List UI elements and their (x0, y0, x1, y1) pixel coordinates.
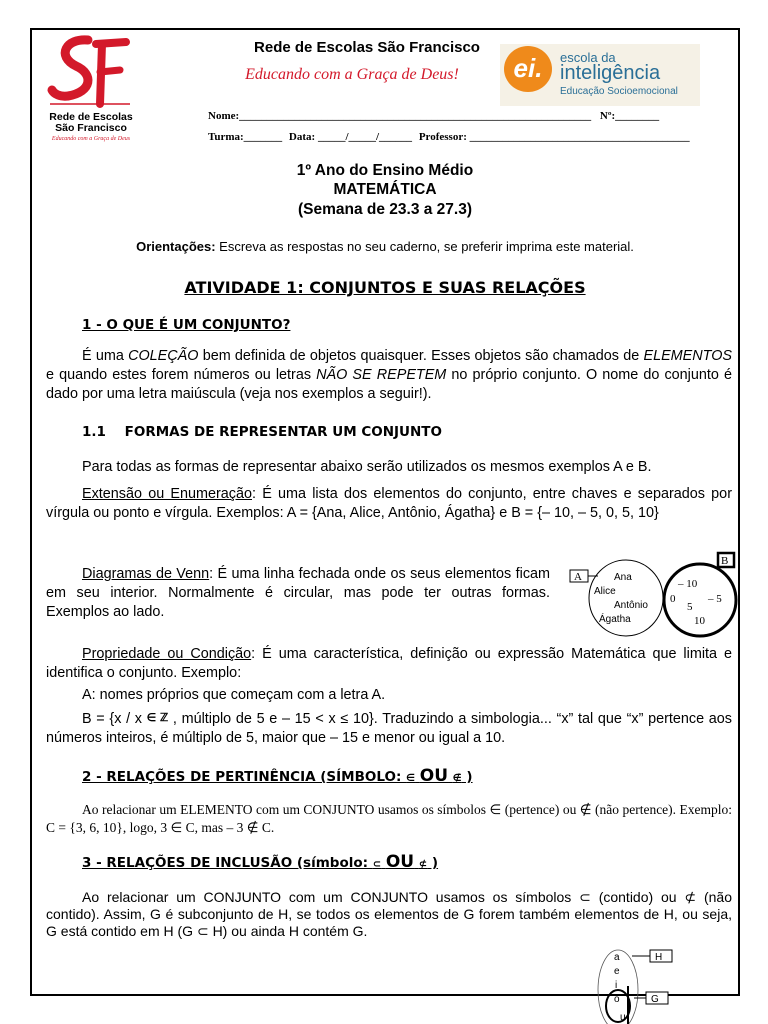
venn-hg-item: i (615, 980, 618, 991)
or-label: OU (419, 766, 449, 786)
partner-line2: inteligência (560, 62, 661, 84)
sf-logo-icon (46, 34, 136, 112)
orientation-text: Escreva as respostas no seu caderno, se preferir imprima este material. (215, 239, 634, 254)
orientation (32, 239, 738, 254)
venn-b-item: 10 (694, 615, 705, 627)
name-field[interactable]: ________________________________________________________________ (239, 110, 592, 122)
venn-hg-item: o (614, 994, 620, 1005)
section11-intro: Para todas as formas de representar abaixo serão utilizados os mesmos exemplos A e B. (82, 459, 652, 475)
venn-hg-item: e (614, 966, 620, 977)
not-belongs-symbol: ∉ (452, 773, 462, 784)
orientation-label: Orientações: (136, 239, 216, 254)
section2-heading-end: ) (461, 769, 473, 785)
partner-mark: ei. (504, 46, 552, 92)
section3-heading-end: ) (427, 855, 439, 871)
s1-text-c: bem definida de objetos quaisquer. Esses objetos são chamados de (198, 348, 644, 364)
logo-caption-line2: São Francisco (55, 122, 127, 134)
subset-symbol: ⊂ (372, 859, 382, 870)
s1-text-e: e quando estes forem números ou letras (46, 367, 317, 383)
extension-label: Extensão ou Enumeração (82, 486, 252, 502)
section3-paragraph: Ao relacionar um CONJUNTO com um CONJUNTO usamos os símbolos ⊂ (contido) ou ⊄ (não contido). Assim, G é subconjunto de H, se todos os elementos de G forem também elementos de H, ou seja, G está contido em H (G ⊂ H) ou ainda H contém G. (46, 889, 732, 939)
class-field[interactable]: _______ (243, 131, 283, 143)
title-line1: 1º Ano do Ensino Médio (296, 162, 474, 179)
property-paragraph (46, 645, 732, 683)
section3-heading-text: 3 - RELAÇÕES DE INCLUSÃO (símbolo: (82, 855, 373, 871)
section1-paragraph (46, 347, 732, 404)
property-label: Propriedade ou Condição (82, 646, 252, 662)
activity-title-text: ATIVIDADE 1: CONJUNTOS E SUAS RELAÇÕES (184, 278, 586, 297)
logo-caption-line1: Rede de Escolas (49, 111, 133, 123)
venn-hg-item: u (620, 1012, 626, 1023)
integers-symbol: ∈ ℤ (146, 712, 169, 724)
s1-term-colecao: COLEÇÃO (128, 348, 199, 364)
school-name: Rede de Escolas São Francisco (254, 39, 480, 56)
logo-tagline: Educando com a Graça de Deus (51, 136, 131, 142)
date-label: Data: (288, 131, 316, 143)
name-row (208, 110, 659, 122)
s1-term-nao-repetem: NÃO SE REPETEM (316, 367, 447, 383)
venn-text: : É uma linha fechada onde os seus elementos ficam em seu interior. Normalmente é circular, mas pode ter outras formas. Exemplos ao lado. (46, 566, 551, 620)
venn-a-item: Ágatha (599, 614, 631, 625)
activity-title (32, 278, 738, 297)
venn-b-label: B (721, 555, 729, 567)
venn-a-item: Alice (594, 586, 616, 597)
venn-paragraph (46, 565, 550, 622)
example-b-rest: , múltiplo de 5 e – 15 < x ≤ 10}. Traduzindo a simbologia... “x” tal que “x” pertence aos números inteiros, é múltiplo de 5, maior que – 15 e menor ou igual a 10. (46, 711, 732, 746)
not-subset-symbol: ⊄ (418, 859, 428, 870)
school-motto: Educando com a Graça de Deus! (245, 66, 459, 83)
date-field[interactable]: _____/_____/______ (317, 131, 413, 143)
number-field[interactable]: ________ (615, 110, 660, 122)
title-line3: (Semana de 23.3 a 27.3) (297, 201, 473, 218)
partner-line1: escola da (560, 50, 616, 65)
section3-heading (82, 852, 438, 872)
venn-a-item: Ana (614, 572, 632, 583)
venn-b-item: – 5 (708, 593, 722, 605)
property-example-b (46, 709, 732, 748)
school-logo (46, 34, 136, 154)
section2-heading-text: 2 - RELAÇÕES DE PERTINÊNCIA (SÍMBOLO: (82, 769, 407, 785)
name-label: Nome: (208, 110, 240, 122)
section2-paragraph: Ao relacionar um ELEMENTO com um CONJUNTO usamos os símbolos ∈ (pertence) ou ∉ (não pertence). Exemplo: C = {3, 6, 10}, logo, 3 ∈ C, mas – 3 ∉ C. (46, 802, 732, 835)
s1-text-g: no próprio conjunto. O nome do conjunto é dado por uma letra maiúscula (veja nos exemplos a seguir!). (46, 367, 732, 402)
partner-line3: Educação Socioemocional (560, 86, 678, 97)
or-label: OU (385, 852, 415, 872)
section1-heading-text: 1 - O QUE É UM CONJUNTO? (82, 317, 291, 333)
s1-term-elementos: ELEMENTOS (643, 348, 732, 364)
title-line2: MATEMÁTICA (333, 181, 437, 198)
section11-title: FORMAS DE REPRESENTAR UM CONJUNTO (124, 424, 442, 440)
class-row (208, 131, 690, 143)
venn-ab-diagram (568, 550, 738, 640)
property-text: : É uma característica, definição ou expressão Matemática que limita e identifica o conjunto. Exemplo: (46, 646, 732, 681)
teacher-label: Professor: (418, 131, 467, 143)
property-example-a: A: nomes próprios que começam com a letra A. (82, 687, 386, 703)
example-b-start: B = {x / x (82, 711, 147, 727)
venn-hg-item: a (614, 952, 620, 963)
venn-b-item: 5 (687, 601, 693, 613)
section11-number: 1.1 (82, 424, 106, 440)
number-label: Nº: (599, 110, 616, 122)
belongs-symbol: ∈ (406, 773, 416, 784)
venn-label: Diagramas de Venn (82, 566, 210, 582)
extension-text: : É uma lista dos elementos do conjunto, entre chaves e separados por vírgula ou ponto e vírgula. Exemplos: A = {Ana, Alice, Antônio, Ágatha} e B = {– 10, – 5, 0, 5, 10} (46, 486, 732, 521)
section1-heading (82, 317, 290, 333)
partner-logo (500, 44, 700, 106)
venn-b-item: 0 (670, 593, 676, 605)
venn-g-label-group (620, 986, 680, 1024)
section11-heading (82, 424, 442, 440)
venn-g-label: G (651, 994, 659, 1005)
teacher-field[interactable]: ________________________________________ (469, 131, 690, 143)
venn-h-label: H (655, 952, 663, 963)
venn-b-item: – 10 (678, 578, 698, 590)
extension-paragraph (46, 485, 732, 523)
venn-a-label: A (574, 571, 582, 583)
class-label: Turma: (208, 131, 244, 143)
section2-heading (82, 766, 473, 786)
venn-a-item: Antônio (614, 600, 648, 611)
s1-text-a: É uma (82, 348, 129, 364)
page-frame (30, 28, 740, 1005)
